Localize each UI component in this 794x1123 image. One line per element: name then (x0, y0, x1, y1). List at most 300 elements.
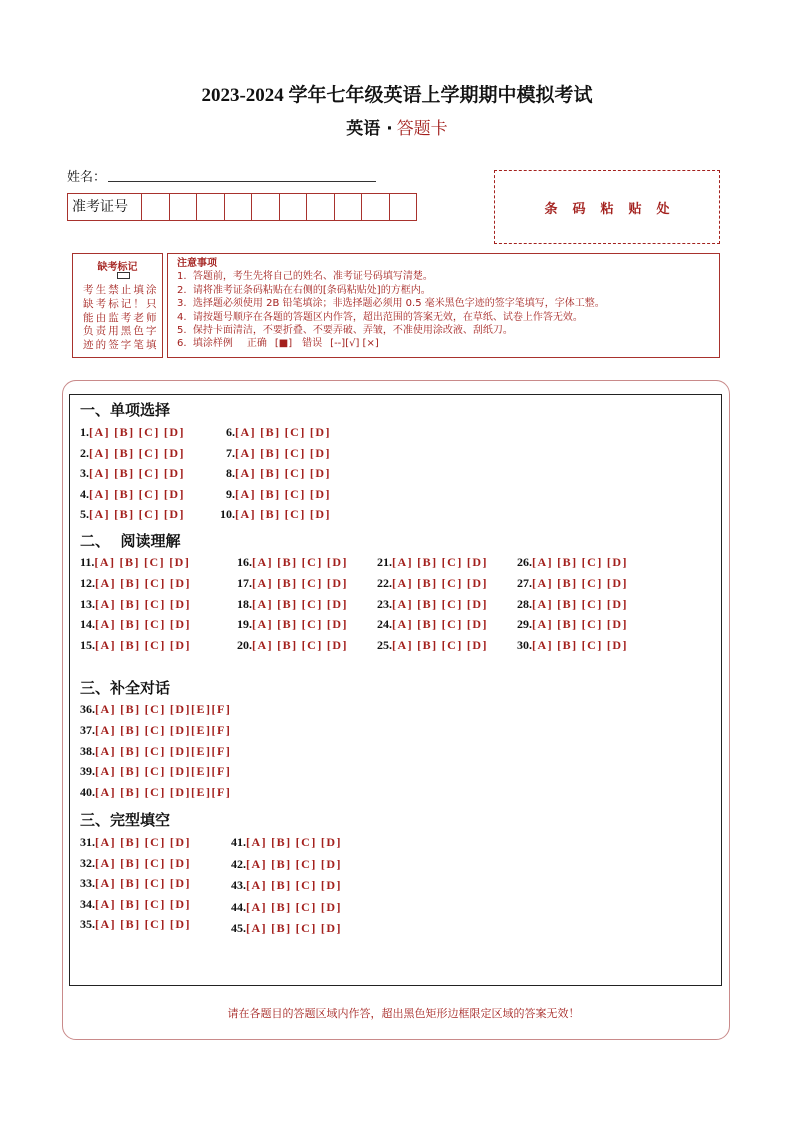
option-bubble[interactable]: [D] (163, 445, 186, 460)
option-bubble[interactable]: [B] (120, 575, 141, 590)
option-bubble[interactable]: [A] (235, 486, 257, 501)
option-bubble[interactable]: [C] (144, 785, 166, 799)
option-bubble[interactable]: [D] (169, 764, 192, 779)
option-bubble[interactable]: [D] (169, 896, 192, 911)
barcode-label: 条码粘贴处 (544, 201, 685, 217)
absent-mark-instructions: 考生禁止填涂缺考标记！只能由监考老师负责用黑色字迹的签字笔填 (83, 284, 159, 352)
option-bubble[interactable]: [D] (466, 596, 489, 611)
option-bubble[interactable]: [B] (120, 702, 141, 716)
question-column (237, 552, 348, 656)
option-bubble[interactable]: [D] (169, 876, 192, 891)
option-bubble[interactable]: [B] (557, 638, 578, 652)
question-row (517, 614, 628, 635)
option-bubble[interactable]: [A] (252, 575, 274, 590)
option-bubble[interactable]: [A] (95, 876, 117, 891)
exam-number-cell[interactable] (306, 194, 334, 220)
option-bubble[interactable]: [A] (95, 575, 117, 590)
section-heading-reading: 二、 阅读理解 (80, 532, 181, 550)
question-row (237, 573, 348, 594)
option-bubble[interactable]: [F] (211, 764, 232, 779)
option-bubble[interactable]: [B] (557, 617, 578, 632)
option-bubble[interactable]: [A] (392, 596, 414, 611)
option-bubble[interactable]: [C] (144, 555, 166, 569)
option-bubble[interactable]: [D] (309, 466, 332, 481)
option-bubble[interactable]: [D] (606, 575, 629, 590)
option-bubble[interactable]: [C] (144, 596, 166, 611)
option-bubble[interactable]: [F] (211, 722, 232, 737)
option-bubble[interactable]: [D] (169, 617, 192, 632)
option-bubble[interactable]: [D] (169, 785, 192, 799)
option-bubble[interactable]: [A] (235, 507, 257, 522)
question-number: 7. (226, 445, 235, 460)
option-bubble[interactable]: [A] (89, 507, 111, 522)
option-bubble[interactable]: [A] (246, 921, 268, 935)
question-row (377, 594, 488, 615)
notice-item: 3. 选择题必须使用 2B 铅笔填涂；非选择题必须用 0.5 毫米黑色字迹的签字笔填写，字体工整。 (177, 298, 605, 310)
option-bubble[interactable]: [B] (260, 466, 281, 481)
option-bubble[interactable]: [A] (235, 445, 257, 460)
option-bubble[interactable]: [B] (417, 596, 438, 611)
question-number: 5. (80, 507, 89, 522)
option-bubble[interactable]: [D] (466, 575, 489, 590)
option-bubble[interactable]: [D] (320, 878, 343, 892)
question-number: 41. (231, 835, 246, 849)
option-bubble[interactable]: [E] (191, 743, 212, 758)
option-bubble[interactable]: [A] (252, 596, 274, 611)
question-number: 19. (237, 617, 252, 632)
option-bubble[interactable]: [D] (169, 855, 192, 870)
option-bubble[interactable]: [B] (557, 575, 578, 590)
option-bubble[interactable]: [C] (301, 638, 323, 652)
option-bubble[interactable]: [D] (169, 555, 191, 569)
option-bubble[interactable]: [B] (277, 617, 298, 632)
option-bubble[interactable]: [C] (581, 596, 603, 611)
question-column (377, 552, 488, 656)
option-bubble[interactable]: [D] (309, 486, 332, 501)
option-bubble[interactable]: [E] (191, 785, 212, 799)
absent-mark-checkbox[interactable] (117, 272, 130, 279)
question-row (80, 720, 231, 741)
option-bubble[interactable]: [B] (277, 638, 298, 652)
exam-number-cell[interactable] (141, 194, 169, 220)
question-row (237, 614, 348, 635)
option-bubble[interactable]: [D] (309, 425, 332, 439)
option-bubble[interactable]: [D] (466, 617, 489, 632)
option-bubble[interactable]: [D] (326, 617, 349, 632)
option-bubble[interactable]: [B] (120, 722, 141, 737)
option-bubble[interactable]: [A] (95, 917, 117, 932)
option-bubble[interactable]: [B] (277, 596, 298, 611)
option-bubble[interactable]: [D] (326, 596, 349, 611)
option-bubble[interactable]: [C] (301, 575, 323, 590)
option-bubble[interactable]: [B] (260, 486, 281, 501)
option-bubble[interactable]: [E] (191, 722, 212, 737)
subtitle-subject: 英语 · (346, 119, 393, 139)
option-bubble[interactable]: [C] (441, 638, 463, 652)
question-column (80, 552, 191, 656)
section-heading-dialogue: 三、补全对话 (80, 679, 171, 697)
option-bubble[interactable]: [D] (169, 638, 192, 652)
question-row (80, 552, 191, 573)
question-row (80, 782, 231, 803)
notice-item: 2. 请将准考证条码粘贴在右侧的[条码粘贴处]的方框内。 (177, 284, 431, 296)
option-bubble[interactable]: [B] (114, 507, 135, 522)
exam-number-label: 准考证号 (72, 199, 128, 215)
question-row (218, 463, 331, 484)
question-number: 31. (80, 835, 95, 849)
option-bubble[interactable]: [A] (252, 555, 274, 569)
option-bubble[interactable]: [D] (320, 921, 343, 935)
option-bubble[interactable]: [A] (95, 835, 117, 849)
option-bubble[interactable]: [B] (417, 555, 438, 569)
question-number: 33. (80, 876, 95, 891)
option-bubble[interactable]: [A] (89, 466, 111, 481)
option-bubble[interactable]: [A] (235, 425, 257, 439)
option-bubble[interactable]: [D] (320, 899, 343, 914)
question-row (80, 422, 185, 443)
option-bubble[interactable]: [B] (271, 856, 292, 871)
question-row (377, 614, 488, 635)
option-bubble[interactable]: [A] (532, 617, 554, 632)
question-number: 15. (80, 638, 95, 652)
question-number: 10. (220, 507, 235, 522)
option-bubble[interactable]: [B] (120, 638, 141, 652)
option-bubble[interactable]: [C] (581, 555, 603, 569)
option-bubble[interactable]: [C] (144, 764, 166, 779)
option-bubble[interactable]: [A] (392, 575, 414, 590)
option-bubble[interactable]: [C] (138, 466, 160, 481)
question-row (218, 504, 331, 525)
option-bubble[interactable]: [A] (95, 785, 117, 799)
question-number: 20. (237, 638, 252, 652)
question-column (517, 552, 628, 656)
option-bubble[interactable]: [C] (441, 575, 463, 590)
option-bubble[interactable]: [E] (191, 702, 212, 716)
question-number: 43. (231, 878, 246, 892)
question-number: 14. (80, 617, 95, 632)
option-bubble[interactable]: [D] (606, 555, 629, 569)
option-bubble[interactable]: [B] (120, 785, 141, 799)
question-number: 29. (517, 617, 532, 632)
option-bubble[interactable]: [A] (95, 896, 117, 911)
option-bubble[interactable]: [D] (169, 835, 192, 849)
section-heading-cloze: 三、完型填空 (80, 811, 171, 829)
option-bubble[interactable]: [C] (144, 876, 166, 891)
option-bubble[interactable]: [A] (95, 743, 117, 758)
question-row (80, 635, 191, 656)
name-label: 姓名： (67, 170, 107, 185)
section-heading-single-choice: 一、单项选择 (80, 401, 171, 419)
option-bubble[interactable]: [C] (138, 486, 160, 501)
option-bubble[interactable]: [C] (295, 921, 317, 935)
question-number: 9. (226, 486, 235, 501)
option-bubble[interactable]: [A] (246, 878, 268, 892)
question-number: 25. (377, 638, 392, 652)
option-bubble[interactable]: [D] (163, 466, 186, 481)
question-number: 27. (517, 575, 532, 590)
option-bubble[interactable]: [B] (120, 596, 141, 611)
option-bubble[interactable]: [A] (532, 596, 554, 611)
option-bubble[interactable]: [A] (89, 486, 111, 501)
option-bubble[interactable]: [A] (392, 555, 414, 569)
option-bubble[interactable]: [C] (144, 638, 166, 652)
sheet-subtitle (0, 114, 794, 139)
option-bubble[interactable]: [B] (277, 555, 298, 569)
option-bubble[interactable]: [A] (94, 555, 116, 569)
option-bubble[interactable]: [A] (392, 638, 414, 652)
question-number: 37. (80, 722, 95, 737)
notice-box (167, 253, 720, 358)
option-bubble[interactable]: [C] (441, 617, 463, 632)
question-number: 8. (226, 466, 235, 481)
option-bubble[interactable]: [F] (211, 785, 232, 799)
option-bubble[interactable]: [B] (120, 855, 141, 870)
option-bubble[interactable]: [B] (557, 596, 578, 611)
option-bubble[interactable]: [B] (114, 486, 135, 501)
option-bubble[interactable]: [A] (246, 835, 268, 849)
option-bubble[interactable]: [B] (120, 743, 141, 758)
question-number: 3. (80, 466, 89, 481)
option-bubble[interactable]: [B] (114, 466, 135, 481)
option-bubble[interactable]: [B] (120, 764, 141, 779)
option-bubble[interactable]: [D] (606, 596, 629, 611)
option-bubble[interactable]: [C] (144, 917, 166, 932)
question-row (218, 443, 331, 464)
option-bubble[interactable]: [D] (169, 702, 192, 716)
question-row (80, 853, 191, 874)
option-bubble[interactable]: [A] (89, 425, 111, 439)
question-row (80, 894, 191, 915)
option-bubble[interactable]: [D] (163, 425, 186, 439)
question-column (80, 699, 231, 803)
option-bubble[interactable]: [A] (235, 466, 257, 481)
option-bubble[interactable]: [C] (144, 722, 166, 737)
option-bubble[interactable]: [C] (295, 856, 317, 871)
option-bubble[interactable]: [B] (260, 425, 281, 439)
exam-number-cell[interactable] (389, 194, 417, 220)
option-bubble[interactable]: [D] (326, 555, 349, 569)
option-bubble[interactable]: [C] (144, 702, 166, 716)
exam-number-cell[interactable] (279, 194, 307, 220)
question-number: 39. (80, 764, 95, 779)
option-bubble[interactable]: [C] (144, 896, 166, 911)
option-bubble[interactable]: [C] (295, 878, 317, 892)
option-bubble[interactable]: [A] (532, 555, 554, 569)
question-row (80, 594, 191, 615)
question-row (231, 875, 342, 897)
notice-item-sample (177, 337, 719, 350)
question-row (231, 854, 342, 876)
option-bubble[interactable]: [D] (326, 638, 349, 652)
question-number: 32. (80, 855, 95, 870)
option-bubble[interactable]: [B] (271, 921, 292, 935)
option-bubble[interactable]: [C] (144, 617, 166, 632)
option-bubble[interactable]: [B] (114, 445, 135, 460)
option-bubble[interactable]: [A] (95, 722, 117, 737)
option-bubble[interactable]: [C] (284, 445, 306, 460)
question-row (80, 914, 191, 935)
option-bubble[interactable]: [A] (246, 856, 268, 871)
option-bubble[interactable]: [C] (144, 575, 166, 590)
option-bubble[interactable]: [A] (246, 899, 268, 914)
option-bubble[interactable]: [A] (95, 617, 117, 632)
question-number: 21. (377, 555, 392, 569)
option-bubble[interactable]: [B] (260, 507, 281, 522)
sample-label: 6. 填涂样例 (177, 338, 233, 350)
question-number: 45. (231, 921, 246, 935)
exam-number-cell[interactable] (251, 194, 279, 220)
question-number: 44. (231, 899, 246, 914)
question-number: 6. (226, 425, 235, 439)
exam-number-cell[interactable] (196, 194, 224, 220)
exam-number-box (67, 193, 417, 221)
question-number: 28. (517, 596, 532, 611)
question-row (80, 832, 191, 853)
exam-number-cell[interactable] (334, 194, 362, 220)
option-bubble[interactable]: [D] (309, 507, 332, 522)
option-bubble[interactable]: [D] (606, 617, 629, 632)
question-column (80, 832, 191, 935)
option-bubble[interactable]: [C] (284, 425, 306, 439)
option-bubble[interactable]: [C] (581, 575, 603, 590)
exam-number-cell[interactable] (361, 194, 389, 220)
option-bubble[interactable]: [A] (392, 617, 414, 632)
option-bubble[interactable]: [A] (95, 764, 117, 779)
option-bubble[interactable]: [B] (271, 835, 292, 849)
option-bubble[interactable]: [C] (301, 555, 323, 569)
name-field[interactable] (108, 181, 376, 182)
option-bubble[interactable]: [D] (169, 575, 192, 590)
option-bubble[interactable]: [D] (320, 835, 343, 849)
option-bubble[interactable]: [C] (284, 466, 306, 481)
question-row (377, 635, 488, 656)
question-number: 4. (80, 486, 89, 501)
option-bubble[interactable]: [B] (120, 876, 141, 891)
question-row (80, 443, 185, 464)
option-bubble[interactable]: [C] (581, 638, 603, 652)
option-bubble[interactable]: [D] (326, 575, 349, 590)
question-row (80, 573, 191, 594)
option-bubble[interactable]: [B] (120, 896, 141, 911)
option-bubble[interactable]: [C] (301, 617, 323, 632)
option-bubble[interactable]: [C] (144, 855, 166, 870)
question-row (231, 897, 342, 919)
option-bubble[interactable]: [B] (417, 575, 438, 590)
option-bubble[interactable]: [A] (95, 596, 117, 611)
option-bubble[interactable]: [B] (260, 445, 281, 460)
option-bubble[interactable]: [F] (211, 702, 232, 716)
option-bubble[interactable]: [D] (169, 596, 192, 611)
option-bubble[interactable]: [D] (169, 743, 192, 758)
option-bubble[interactable]: [C] (144, 835, 166, 849)
option-bubble[interactable]: [D] (309, 445, 332, 460)
question-row (80, 741, 231, 762)
question-number: 30. (517, 638, 532, 652)
option-bubble[interactable]: [C] (284, 507, 306, 522)
question-number: 16. (237, 555, 252, 569)
question-number: 1. (80, 425, 89, 439)
option-bubble[interactable]: [D] (466, 555, 489, 569)
option-bubble[interactable]: [D] (169, 917, 192, 932)
option-bubble[interactable]: [B] (119, 555, 141, 569)
option-bubble[interactable]: [A] (89, 445, 111, 460)
option-bubble[interactable]: [E] (191, 764, 212, 779)
option-bubble[interactable]: [C] (284, 486, 306, 501)
sample-wrong-label: 错误 (302, 338, 323, 350)
option-bubble[interactable]: [B] (277, 575, 298, 590)
exam-number-cell[interactable] (169, 194, 197, 220)
question-row (377, 552, 488, 573)
option-bubble[interactable]: [A] (252, 617, 274, 632)
option-bubble[interactable]: [B] (114, 425, 135, 439)
absent-mark-title: 缺考标记 (97, 262, 138, 273)
option-bubble[interactable]: [D] (163, 486, 186, 501)
option-bubble[interactable]: [F] (211, 743, 232, 758)
option-bubble[interactable]: [C] (581, 617, 603, 632)
option-bubble[interactable]: [B] (120, 617, 141, 632)
option-bubble[interactable]: [D] (606, 638, 629, 652)
question-row (231, 918, 342, 940)
option-bubble[interactable]: [A] (532, 575, 554, 590)
question-number: 22. (377, 575, 392, 590)
option-bubble[interactable]: [C] (441, 555, 463, 569)
notice-item: 5. 保持卡面清洁，不要折叠、不要弄破、弄皱，不准使用涂改液、刮纸刀。 (177, 325, 513, 337)
option-bubble[interactable]: [C] (138, 445, 160, 460)
option-bubble[interactable]: [A] (532, 638, 554, 652)
option-bubble[interactable]: [A] (95, 702, 117, 716)
option-bubble[interactable]: [C] (138, 507, 160, 522)
option-bubble[interactable]: [D] (466, 638, 489, 652)
option-bubble[interactable]: [C] (441, 596, 463, 611)
question-row (237, 635, 348, 656)
option-bubble[interactable]: [A] (95, 855, 117, 870)
option-bubble[interactable]: [B] (557, 555, 578, 569)
option-bubble[interactable]: [C] (144, 743, 166, 758)
option-bubble[interactable]: [B] (417, 638, 438, 652)
notice-item: 1. 答题前，考生先将自己的姓名、准考证号码填写清楚。 (177, 271, 433, 283)
question-number: 24. (377, 617, 392, 632)
option-bubble[interactable]: [B] (271, 899, 292, 914)
option-bubble[interactable]: [D] (163, 507, 186, 522)
notice-item: 4. 请按题号顺序在各题的答题区内作答，超出范围的答案无效，在草纸、试卷上作答无效。 (177, 311, 583, 323)
exam-number-cell[interactable] (224, 194, 252, 220)
option-bubble[interactable]: [C] (138, 425, 160, 439)
option-bubble[interactable]: [B] (120, 835, 141, 849)
option-bubble[interactable]: [D] (169, 722, 192, 737)
option-bubble[interactable]: [C] (295, 835, 317, 849)
option-bubble[interactable]: [B] (417, 617, 438, 632)
option-bubble[interactable]: [C] (295, 899, 317, 914)
question-row (517, 594, 628, 615)
option-bubble[interactable]: [B] (271, 878, 292, 892)
question-row (80, 761, 231, 782)
question-row (237, 552, 348, 573)
question-number: 13. (80, 596, 95, 611)
option-bubble[interactable]: [C] (301, 596, 323, 611)
option-bubble[interactable]: [D] (320, 856, 343, 871)
question-row (218, 422, 331, 443)
option-bubble[interactable]: [B] (120, 917, 141, 932)
question-number: 12. (80, 575, 95, 590)
option-bubble[interactable]: [A] (95, 638, 117, 652)
option-bubble[interactable]: [A] (252, 638, 274, 652)
sample-correct-label: 正确 (246, 338, 267, 350)
question-row (80, 484, 185, 505)
question-row (80, 463, 185, 484)
barcode-area (494, 170, 720, 244)
question-number: 40. (80, 785, 95, 799)
question-row (80, 873, 191, 894)
